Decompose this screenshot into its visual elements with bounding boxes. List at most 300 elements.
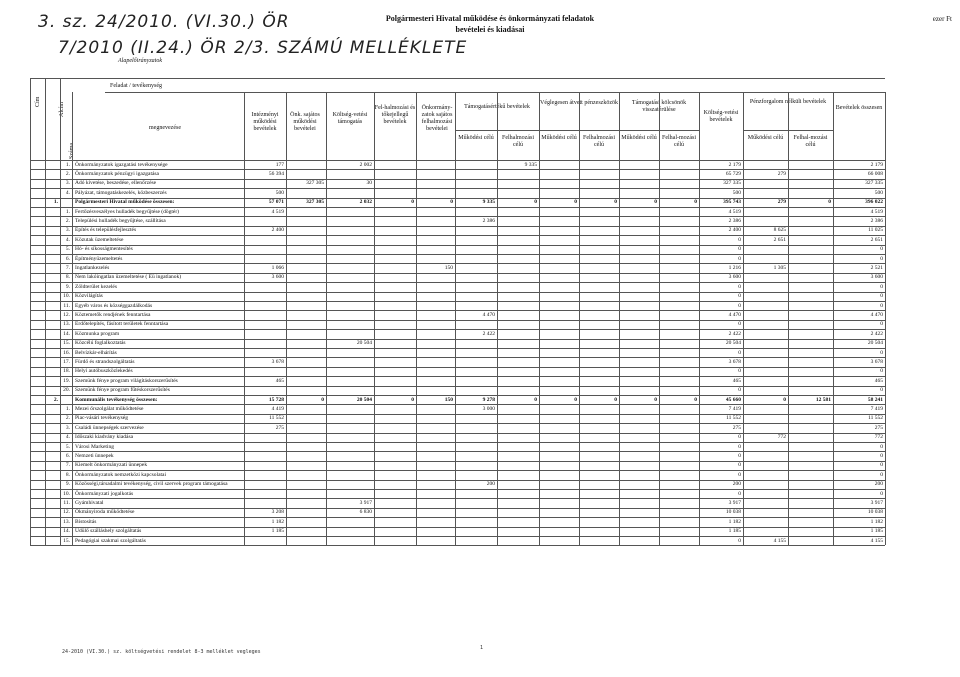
row-value: 1 182 [728, 518, 741, 525]
row-alcim: 12. [63, 311, 70, 318]
handwritten-note-line2: 7/2010 (II.24.) ÖR 2/3. SZÁMÚ MELLÉKLETE [58, 38, 468, 58]
row-value: 0 [411, 396, 414, 403]
row-value: 0 [534, 396, 537, 403]
row-value: 0 [738, 283, 741, 290]
row-value: 0 [694, 396, 697, 403]
row-value: 396 022 [865, 199, 883, 206]
row-value: 2 400 [271, 227, 284, 234]
row-value: 1 216 [728, 264, 741, 271]
row-value: 0 [534, 199, 537, 206]
row-value: 1 305 [773, 264, 786, 271]
grid-line [30, 207, 885, 208]
row-label: Egyéb város és községgazdálkodás [75, 302, 153, 309]
row-value: 0 [738, 293, 741, 300]
row-value: 2 651 [870, 236, 883, 243]
grid-line [30, 376, 885, 377]
grid-line [30, 263, 885, 264]
grid-line [45, 78, 46, 545]
row-value: 66 008 [867, 170, 883, 177]
header-pf-mukodesi: Működési célú [747, 135, 784, 141]
row-label: Közösségi,társadalmi tevékenység, civil szervek program támogatása [75, 481, 228, 488]
row-alcim: 4. [65, 434, 70, 441]
row-value: 2 422 [482, 330, 495, 337]
row-alcim: 11. [63, 302, 70, 309]
row-value: 4 470 [728, 311, 741, 318]
footer-note: 24-2010 (VI.30.) sz. költségvetési rendelet 8-3 melléklet vegleges [62, 649, 261, 655]
row-alcim: 8. [65, 274, 70, 281]
grid-line [743, 92, 744, 545]
grid-line [30, 226, 885, 227]
row-alcim: 7. [65, 264, 70, 271]
row-value: 4 519 [271, 208, 284, 215]
row-alcim: 10. [63, 490, 70, 497]
row-value: 11 552 [868, 415, 883, 422]
row-value: 2 179 [728, 161, 741, 168]
row-label: Okmányiroda működtetése [75, 509, 135, 516]
grid-line [30, 179, 885, 180]
grid-line [30, 273, 885, 274]
row-value: 3 600 [271, 274, 284, 281]
row-alcim: 3. [65, 180, 70, 187]
row-alcim: 2. [65, 170, 70, 177]
row-label: Időszaki kiadvány kiadása [75, 434, 134, 441]
row-alcim: 19. [63, 377, 70, 384]
row-value: 20 504 [867, 340, 883, 347]
row-value: 56 394 [268, 170, 284, 177]
grid-line [30, 508, 885, 509]
grid-line [699, 92, 700, 545]
header-pf-felhalmozasi: Felhal-mozási célú [793, 135, 828, 148]
grid-line [416, 92, 417, 545]
row-value: 4 419 [271, 405, 284, 412]
grid-line [286, 92, 287, 545]
row-value: 3 678 [870, 358, 883, 365]
row-alcim: 13. [63, 518, 70, 525]
row-alcim: 15. [63, 537, 70, 544]
grid-line [30, 160, 885, 161]
row-value: 0 [694, 199, 697, 206]
row-label: Építményüzemeltetés [75, 255, 123, 262]
row-alcim: 5. [65, 246, 70, 253]
row-value: 500 [874, 189, 883, 196]
grid-line [30, 423, 885, 424]
row-value: 0 [880, 302, 883, 309]
header-bevetelek-osszesen: Bevételek összesen [835, 105, 883, 111]
row-value: 2 400 [728, 227, 741, 234]
row-label: Belvízkár-elhárítás [75, 349, 117, 356]
row-value: 58 241 [867, 396, 883, 403]
row-value: 0 [880, 368, 883, 375]
header-feladat: Feladat / tevékenység [110, 83, 162, 89]
row-value: 200 [732, 481, 741, 488]
row-value: 150 [444, 396, 453, 403]
row-label: Közcélú foglalkoztatás [75, 340, 126, 347]
header-tamogatasertek: Támogatásértékű bevételek [464, 104, 530, 110]
row-value: 3 917 [870, 499, 883, 506]
row-alcim: 1. [65, 405, 70, 412]
row-alcim: 12. [63, 509, 70, 516]
row-label: Polgármesteri Hivatal működése összesen: [75, 199, 175, 206]
grid-line [374, 92, 375, 545]
row-label: Szemünk fénye program világításkorszerűsítés [75, 377, 178, 384]
header-szama: Száma [69, 143, 75, 159]
grid-line [30, 498, 885, 499]
row-value: 0 [738, 387, 741, 394]
row-label: Gyámhivatal [75, 499, 104, 506]
row-value: 3 678 [728, 358, 741, 365]
row-value: 4 519 [870, 208, 883, 215]
header-alcim: Alcím [59, 102, 65, 117]
row-value: 772 [874, 434, 883, 441]
row-value: 395 743 [723, 199, 741, 206]
grid-line [30, 414, 885, 415]
row-value: 4 470 [870, 311, 883, 318]
row-label: Fertőzésveszélyes hulladék begyűjtése (dögtér) [75, 208, 180, 215]
row-value: 327 335 [723, 180, 741, 187]
grid-line [30, 320, 885, 321]
row-value: 200 [486, 481, 495, 488]
grid-line [30, 254, 885, 255]
row-value: 7 419 [728, 405, 741, 412]
row-value: 0 [880, 246, 883, 253]
row-value: 8 625 [773, 227, 786, 234]
row-label: Közvilágítás [75, 293, 103, 300]
row-value: 2 521 [870, 264, 883, 271]
row-label: Bístosítás [75, 518, 97, 525]
row-value: 2 422 [870, 330, 883, 337]
row-alcim: 1. [65, 208, 70, 215]
header-megnevezese: megnevezése [149, 125, 181, 131]
grid-line [30, 301, 885, 302]
grid-line [30, 517, 885, 518]
row-alcim: 3. [65, 424, 70, 431]
row-value: 1 185 [870, 528, 883, 535]
row-value: 0 [450, 199, 453, 206]
row-value: 7 419 [870, 405, 883, 412]
row-label: Építés és településfejlesztés [75, 227, 137, 234]
row-alcim: 9. [65, 283, 70, 290]
row-value: 0 [880, 255, 883, 262]
row-value: 1 185 [728, 528, 741, 535]
row-value: 2 032 [359, 199, 372, 206]
header-koltsegvetesi-bevetelek: Költség-vetési bevételek [703, 110, 739, 123]
row-value: 20 504 [356, 396, 372, 403]
grid-line [788, 92, 789, 545]
grid-line [30, 329, 885, 330]
row-value: 11 552 [269, 415, 284, 422]
grid-line [579, 92, 580, 545]
row-label: Köztemetők rendjének fenntartása [75, 311, 151, 318]
grid-line [30, 527, 885, 528]
row-value: 1 185 [271, 528, 284, 535]
grid-line [30, 310, 885, 311]
row-value: 0 [614, 199, 617, 206]
row-value: 327 305 [306, 180, 324, 187]
grid-line [539, 92, 540, 545]
row-value: 0 [738, 368, 741, 375]
row-alcim: 2. [65, 217, 70, 224]
row-value: 12 581 [815, 396, 831, 403]
row-value: 0 [738, 462, 741, 469]
row-alcim: 14. [63, 330, 70, 337]
row-label: Ingatlankezelés [75, 264, 110, 271]
row-value: 2 422 [728, 330, 741, 337]
row-alcim: 10. [63, 293, 70, 300]
row-value: 6 830 [359, 509, 372, 516]
row-value: 275 [275, 424, 284, 431]
grid-line [30, 489, 885, 490]
row-alcim: 18. [63, 368, 70, 375]
row-label: Települési hulladék begyűjtése, szállítása [75, 217, 166, 224]
header-onkormanyzatok-felhalmozasi: Önkormány-zatok sajátos felhalmozási bevételei [421, 105, 453, 132]
grid-line [30, 292, 885, 293]
row-label: Fürdő és strandszolgáltatás [75, 358, 135, 365]
row-cim: 2. [53, 396, 58, 403]
row-value: 279 [777, 199, 786, 206]
row-value: 465 [275, 377, 284, 384]
row-value: 4 470 [482, 311, 495, 318]
row-value: 0 [738, 490, 741, 497]
grid-line [30, 348, 885, 349]
header-vegl-mukodesi: Működési célú [541, 135, 577, 141]
row-value: 0 [574, 396, 577, 403]
grid-line [30, 169, 885, 170]
grid-line [30, 442, 885, 443]
header-onk-sajatos: Önk. sajátos működési bevételei [290, 112, 320, 132]
row-value: 327 335 [865, 180, 883, 187]
row-alcim: 6. [65, 452, 70, 459]
row-label: Mezei őrszolgálat működtetése [75, 405, 144, 412]
row-label: Önkormányzatok nemzetközi kapcsolatai [75, 471, 167, 478]
header-tamogatasi-kolcsonok: Támogatási kölcsönök visszatérülése [631, 100, 687, 113]
row-value: 0 [738, 236, 741, 243]
row-value: 9 278 [482, 396, 495, 403]
row-value: 0 [880, 321, 883, 328]
page-number: 1 [480, 645, 484, 651]
row-value: 465 [874, 377, 883, 384]
row-label: Üdülő szálláshely szolgáltatás [75, 528, 142, 535]
grid-line [30, 545, 885, 546]
header-veglegesen: Véglegesen átvett pénzeszközök [540, 100, 618, 106]
row-value: 2 386 [870, 217, 883, 224]
title-line1: Polgármesteri Hivatal működése és önkormányzati feladatok [385, 14, 595, 23]
row-label: Erdőtelepítés, fásított területek fenntartása [75, 321, 169, 328]
row-value: 3 000 [482, 405, 495, 412]
grid-line [30, 339, 885, 340]
unit-label: ezer Ft [932, 15, 952, 23]
grid-line [30, 216, 885, 217]
appropriation-label: Alapelőirányzatok [118, 58, 162, 64]
header-koltsegvetesi-tamogatas: Költség-vetési támogatás [332, 112, 368, 125]
row-label: Közmunka program [75, 330, 120, 337]
row-value: 0 [614, 396, 617, 403]
row-alcim: 14. [63, 528, 70, 535]
grid-line [619, 92, 620, 545]
row-label: Nem lakóingatlan üzemeltetése ( Eü ingatlanok) [75, 274, 182, 281]
row-label: Önkormányzatok pénzügyi igazgatása [75, 170, 159, 177]
row-value: 3 678 [271, 358, 284, 365]
grid-line [30, 235, 885, 236]
grid-line [30, 395, 885, 396]
grid-line [30, 78, 885, 79]
row-value: 150 [444, 264, 453, 271]
row-value: 0 [738, 255, 741, 262]
row-value: 0 [738, 246, 741, 253]
row-label: Szemünk fénye program fűtéskorszerűsítés [75, 387, 170, 394]
grid-line [30, 480, 885, 481]
row-value: 2 386 [482, 217, 495, 224]
row-label: Pályázat, támogatáskezelés, közbeszerzés [75, 189, 167, 196]
handwritten-note-line1: 3. sz. 24/2010. (VI.30.) ÖR [38, 12, 290, 32]
row-label: Zöldterület kezelés [75, 283, 117, 290]
row-value: 1 066 [271, 264, 284, 271]
row-value: 20 504 [356, 340, 372, 347]
row-alcim: 7. [65, 462, 70, 469]
grid-line [30, 386, 885, 387]
row-label: Adó kivetése, beszedése, ellenőrzése [75, 180, 157, 187]
row-value: 15 728 [268, 396, 284, 403]
row-label: Hó- és síkosságmentesítés [75, 246, 133, 253]
row-label: Önkormányzatok igazgatási tevékenysége [75, 161, 168, 168]
row-value: 20 504 [725, 340, 741, 347]
row-value: 1 182 [271, 518, 284, 525]
row-label: Városi Marketing [75, 443, 114, 450]
row-label: Családi ünnepségek szervezése [75, 424, 144, 431]
row-alcim: 4. [65, 189, 70, 196]
row-value: 4 519 [728, 208, 741, 215]
row-value: 0 [738, 434, 741, 441]
header-vegl-felhalmozasi: Felhalmozási célú [583, 135, 615, 148]
row-value: 4 155 [773, 537, 786, 544]
row-value: 500 [275, 189, 284, 196]
row-alcim: 4. [65, 236, 70, 243]
row-value: 772 [777, 434, 786, 441]
row-value: 327 305 [306, 199, 324, 206]
row-value: 0 [321, 396, 324, 403]
grid-line [30, 451, 885, 452]
row-value: 3 208 [271, 509, 284, 516]
grid-line [105, 92, 885, 93]
row-value: 275 [874, 424, 883, 431]
row-value: 11 552 [726, 415, 741, 422]
row-value: 0 [880, 283, 883, 290]
row-alcim: 11. [63, 499, 70, 506]
row-alcim: 3. [65, 227, 70, 234]
grid-line [30, 461, 885, 462]
grid-line [30, 404, 885, 405]
row-value: 30 [366, 180, 372, 187]
row-label: Önkormányzati jogalkotás [75, 490, 134, 497]
row-value: 500 [732, 189, 741, 196]
row-alcim: 9. [65, 481, 70, 488]
row-value: 3 917 [728, 499, 741, 506]
grid-line [885, 92, 886, 545]
row-value: 0 [738, 302, 741, 309]
row-alcim: 1. [65, 161, 70, 168]
row-alcim: 17. [63, 358, 70, 365]
row-value: 0 [880, 387, 883, 394]
row-value: 0 [738, 349, 741, 356]
row-alcim: 15. [63, 340, 70, 347]
header-tam-mukodesi: Működési célú [458, 135, 494, 141]
row-value: 9 335 [524, 161, 537, 168]
row-alcim: 16. [63, 349, 70, 356]
row-value: 65 729 [725, 170, 741, 177]
header-kolcs-felhalmozasi: Felhal-mozási célú [662, 135, 696, 148]
row-value: 0 [738, 321, 741, 328]
row-cim: 1. [53, 199, 58, 206]
row-value: 3 600 [870, 274, 883, 281]
row-value: 0 [654, 396, 657, 403]
row-value: 0 [738, 443, 741, 450]
grid-line [60, 78, 61, 545]
grid-line [30, 198, 885, 199]
grid-line [326, 92, 327, 545]
row-value: 0 [828, 199, 831, 206]
grid-line [30, 367, 885, 368]
row-value: 0 [880, 349, 883, 356]
header-tam-felhalmozasi: Felhalmozási célú [502, 135, 534, 148]
row-value: 0 [411, 199, 414, 206]
grid-line [455, 92, 456, 545]
row-value: 2 179 [870, 161, 883, 168]
row-value: 275 [732, 424, 741, 431]
grid-line [659, 92, 660, 545]
grid-line [244, 92, 245, 545]
title-line2: bevételei és kiadásai [455, 25, 525, 34]
grid-line [30, 433, 885, 434]
row-value: 0 [574, 199, 577, 206]
row-value: 3 917 [359, 499, 372, 506]
row-value: 45 660 [725, 396, 741, 403]
header-cim: Cím [35, 96, 41, 107]
row-value: 0 [880, 471, 883, 478]
row-value: 2 651 [773, 236, 786, 243]
row-value: 279 [777, 170, 786, 177]
header-felhalmozasi: Fel-halmozási és tőkejellegű bevételek [374, 105, 416, 125]
grid-line [833, 92, 834, 545]
grid-line [72, 92, 73, 545]
row-value: 200 [874, 481, 883, 488]
row-value: 465 [732, 377, 741, 384]
row-label: Helyi autóbuszközlekedés [75, 368, 133, 375]
row-value: 9 335 [482, 199, 495, 206]
row-value: 0 [738, 537, 741, 544]
grid-line [30, 78, 31, 545]
row-value: 2 386 [728, 217, 741, 224]
row-value: 0 [783, 396, 786, 403]
row-label: Nemzeti ünnepek [75, 452, 114, 459]
row-label: Pedagógiai szakmai szolgáltatás [75, 537, 146, 544]
row-value: 2 002 [359, 161, 372, 168]
header-kolcs-mukodesi: Működési célú [621, 135, 657, 141]
row-value: 0 [738, 471, 741, 478]
header-intezmenyi: Intézményi működési bevételek [251, 112, 279, 132]
grid-line [30, 357, 885, 358]
row-value: 0 [880, 443, 883, 450]
row-value: 0 [654, 199, 657, 206]
row-alcim: 5. [65, 443, 70, 450]
row-label: Piac-vásári tevékenység [75, 415, 128, 422]
row-value: 0 [738, 452, 741, 459]
row-label: Közutak üzemeltetése [75, 236, 124, 243]
row-value: 10 038 [725, 509, 741, 516]
row-value: 10 038 [867, 509, 883, 516]
row-alcim: 20. [63, 387, 70, 394]
row-value: 4 155 [870, 537, 883, 544]
grid-line [30, 245, 885, 246]
row-alcim: 13. [63, 321, 70, 328]
